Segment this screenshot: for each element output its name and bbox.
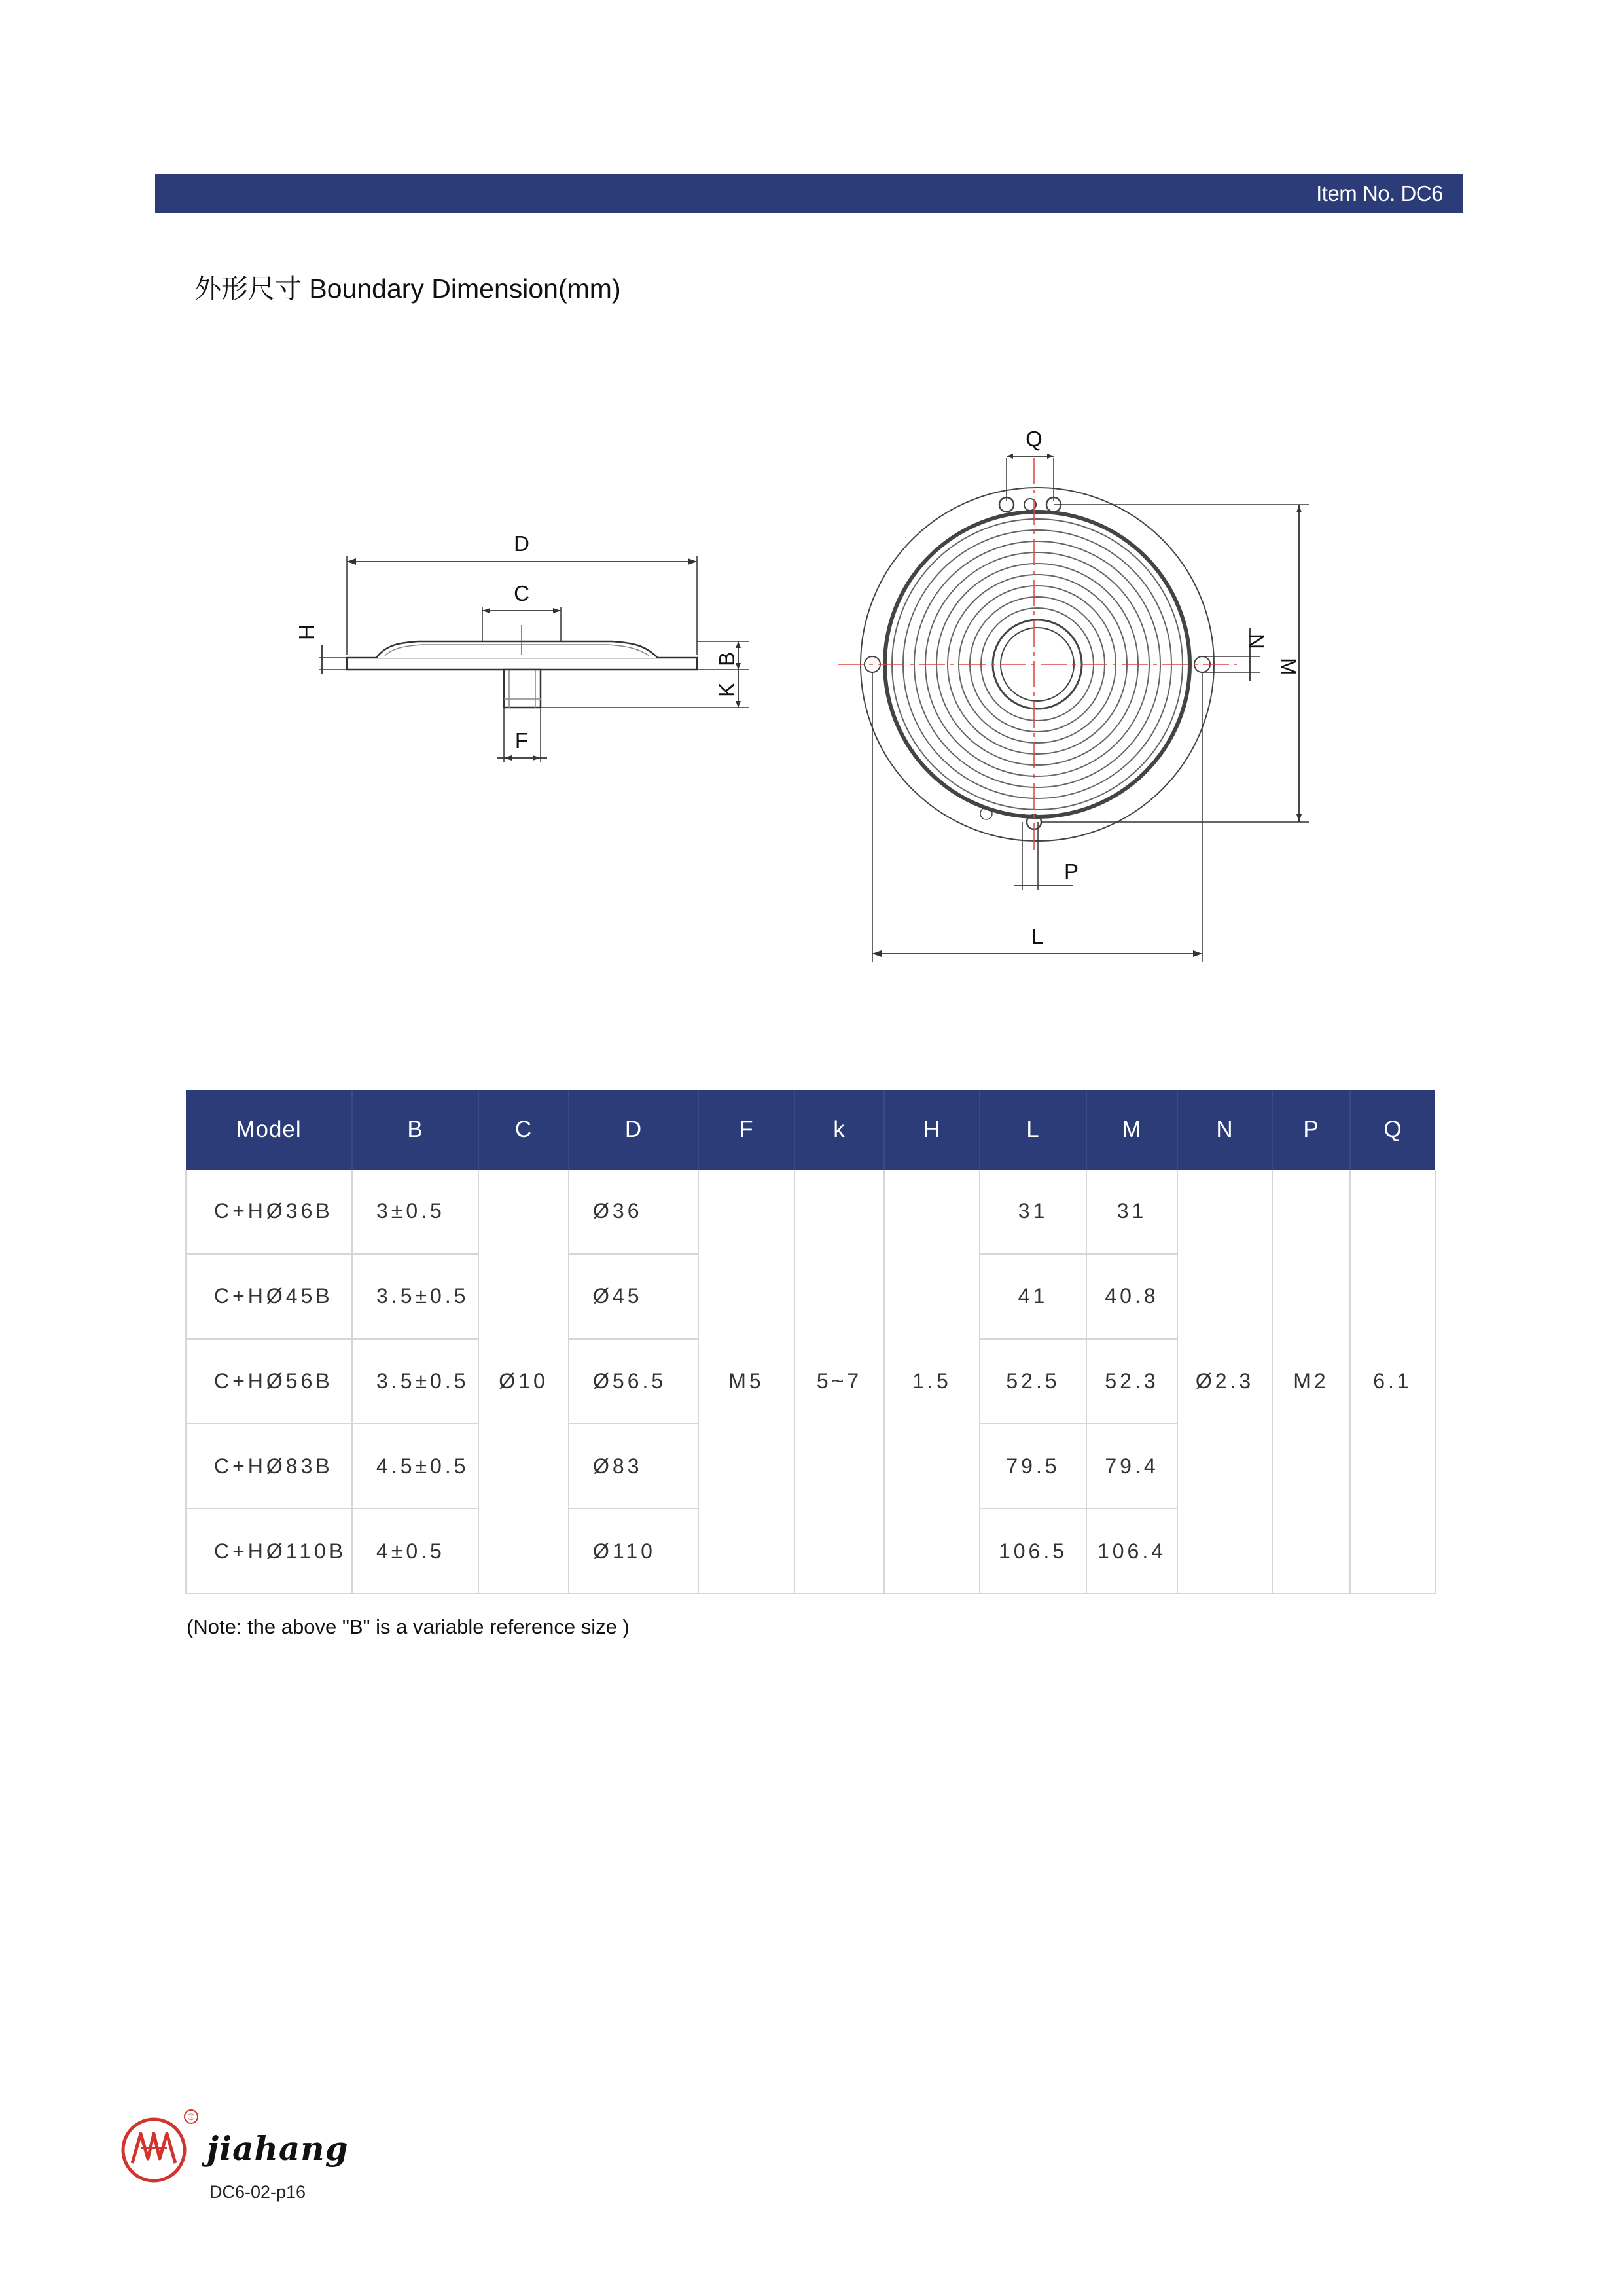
header-d: D — [569, 1090, 698, 1170]
cell-c-shared: Ø10 — [478, 1170, 569, 1594]
spec-table — [185, 1090, 1436, 1594]
cell-d: Ø56.5 — [569, 1339, 698, 1424]
cell-m: 31 — [1086, 1170, 1177, 1254]
cell-model: C+HØ56B — [186, 1339, 352, 1424]
label-P: P — [1064, 859, 1079, 884]
header-k: k — [794, 1090, 884, 1170]
cell-l: 106.5 — [980, 1509, 1086, 1594]
header-n: N — [1177, 1090, 1272, 1170]
cell-b: 3.5±0.5 — [352, 1254, 478, 1339]
header-c: C — [478, 1090, 569, 1170]
label-C: C — [514, 581, 529, 605]
header-q: Q — [1350, 1090, 1435, 1170]
cell-m: 40.8 — [1086, 1254, 1177, 1339]
cell-f-shared: M5 — [698, 1170, 794, 1594]
cell-d: Ø110 — [569, 1509, 698, 1594]
cell-d: Ø83 — [569, 1424, 698, 1509]
cell-q-shared: 6.1 — [1350, 1170, 1435, 1594]
label-B: B — [715, 651, 739, 666]
cell-m: 79.4 — [1086, 1424, 1177, 1509]
cell-l: 41 — [980, 1254, 1086, 1339]
company-logo-icon — [118, 2108, 203, 2186]
label-H: H — [294, 624, 319, 640]
cell-k-shared: 5~7 — [794, 1170, 884, 1594]
header-h: H — [884, 1090, 980, 1170]
cell-b: 3±0.5 — [352, 1170, 478, 1254]
cell-b: 4.5±0.5 — [352, 1424, 478, 1509]
label-L: L — [1031, 924, 1044, 948]
label-M: M — [1277, 658, 1301, 676]
cell-m: 106.4 — [1086, 1509, 1177, 1594]
header-p: P — [1272, 1090, 1350, 1170]
registered-mark: ® — [187, 2111, 195, 2122]
table-note: (Note: the above "B" is a variable reference size ) — [187, 1615, 630, 1638]
cell-p-shared: M2 — [1272, 1170, 1350, 1594]
table-header-row — [186, 1090, 1435, 1170]
label-F: F — [514, 728, 529, 753]
header-m: M — [1086, 1090, 1177, 1170]
page-code: DC6-02-p16 — [209, 2182, 306, 2202]
item-number: Item No. DC6 — [1316, 181, 1443, 206]
cell-l: 31 — [980, 1170, 1086, 1254]
cell-h-shared: 1.5 — [884, 1170, 980, 1594]
cell-model: C+HØ45B — [186, 1254, 352, 1339]
label-K: K — [715, 682, 739, 697]
cell-model: C+HØ110B — [186, 1509, 352, 1594]
cell-model: C+HØ36B — [186, 1170, 352, 1254]
top-view — [838, 454, 1309, 962]
cell-n-shared: Ø2.3 — [1177, 1170, 1272, 1594]
section-title: 外形尺寸 Boundary Dimension(mm) — [194, 274, 621, 304]
header-model: Model — [186, 1090, 352, 1170]
cell-m: 52.3 — [1086, 1339, 1177, 1424]
cell-l: 79.5 — [980, 1424, 1086, 1509]
cell-b: 4±0.5 — [352, 1509, 478, 1594]
cell-d: Ø45 — [569, 1254, 698, 1339]
cell-l: 52.5 — [980, 1339, 1086, 1424]
brand-name: jiahang — [207, 2129, 349, 2168]
table-row — [186, 1170, 1435, 1254]
cell-model: C+HØ83B — [186, 1424, 352, 1509]
label-D: D — [514, 531, 529, 556]
header-f: F — [698, 1090, 794, 1170]
side-view — [319, 556, 749, 762]
header-b: B — [352, 1090, 478, 1170]
header-l: L — [980, 1090, 1086, 1170]
cell-b: 3.5±0.5 — [352, 1339, 478, 1424]
label-Q: Q — [1026, 427, 1043, 451]
cell-d: Ø36 — [569, 1170, 698, 1254]
dimension-drawing — [0, 0, 1623, 1021]
label-N: N — [1244, 634, 1268, 649]
